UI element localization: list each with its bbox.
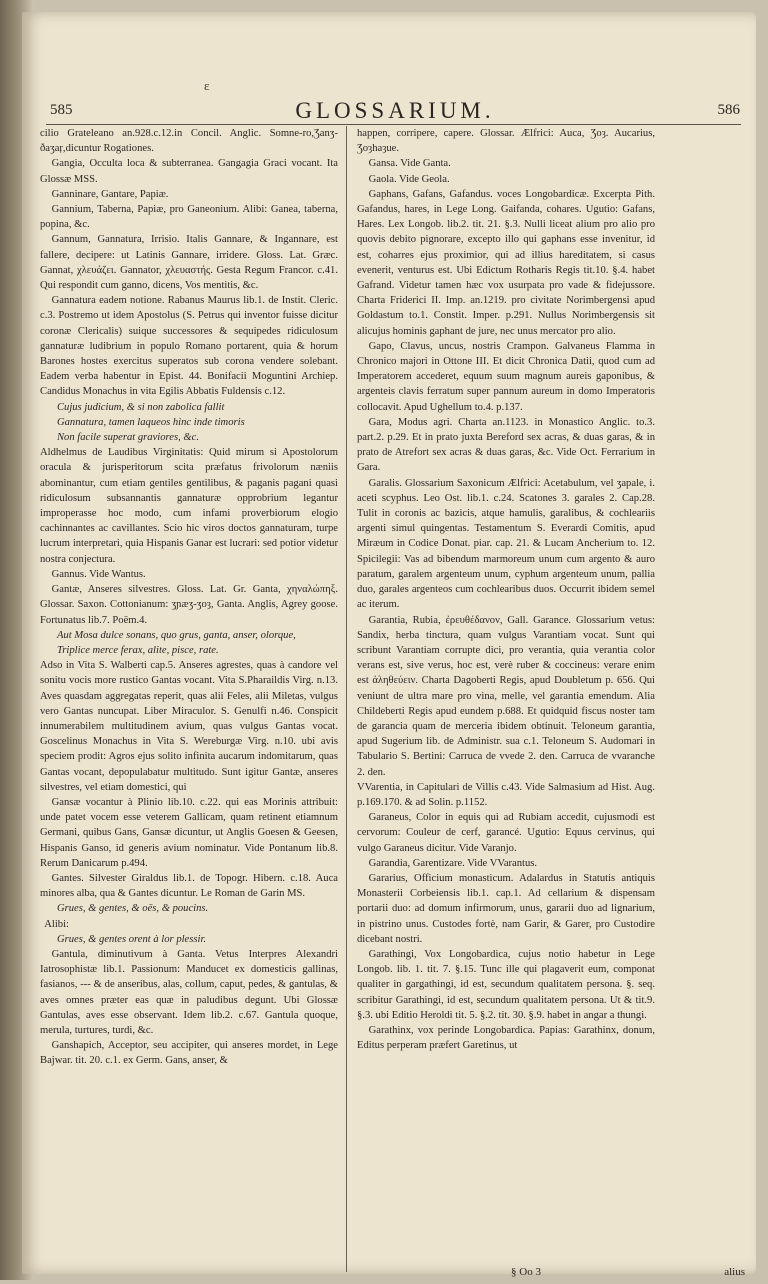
book-page — [22, 12, 756, 1278]
entry-paragraph: Gantula, diminutivum à Ganta. Vetus Interpres Alexandri Iatrosophistæ lib.1. Passionum: Manducet ex domesticis gallinas, fasianos, --- & de anseribus, alas, collum, caput, pedes, & gantulas, & aves omnes præter eas quæ in paludibus degunt. Ubi Glossæ Gantulas, aves esse observant. Idem lib.2. c.67. Gantula quoque, merula, turtures, turdi, &c. — [40, 948, 338, 1036]
entry-paragraph: Garathinx, vox perinde Longobardica. Papias: Garathinx, donum, Editus perperam præfert Garetinus, ut — [357, 1024, 655, 1052]
verse-line: Grues, & gentes, & oës, & poucins. — [56, 903, 209, 915]
entry-paragraph: Gantæ, Anseres silvestres. Gloss. Lat. Gr. Ganta, χηναλώπηξ. Glossar. Saxon. Cottonianum: ʒɲæʒ-ʒoȝ, Ganta. Anglis, Agrey goose. Fortunatus lib.7. Poëm.4. — [40, 584, 338, 626]
top-mark: ε — [204, 78, 210, 93]
signature-mark: § Oo 3 — [511, 1266, 541, 1278]
left-page-number: 585 — [50, 102, 73, 118]
right-page-number: 586 — [717, 102, 740, 118]
column-rule — [346, 126, 347, 1272]
entry-paragraph: Gannum, Gannatura, Irrisio. Italis Gannare, & Ingannare, est fallere, decipere: ut Latinis Gannare, irridere. Gloss. Lat. Græc. Gannat, χλευάζει. Gannator, χλευαστής. Gesta Regum Francor. c.41. Qui respondit cum ganno, dicens, Vos mentitis, &c. — [40, 234, 338, 292]
header-rule — [46, 124, 741, 125]
entry-paragraph: Alibi: — [44, 918, 69, 930]
entry-paragraph: Gara, Modus agri. Charta an.1123. in Monastico Anglic. to.3. part.2. p.29. Et in prato juxta Bereford sex acras, & duas garas, & in prato de Atrefort sex acras & duas garas, &c. Vide Oct. Ferrarium in Gara. — [357, 416, 655, 474]
entry-paragraph: Ganshapich, Acceptor, seu accipiter, qui anseres mordet, in Lege Bajwar. tit. 20. c.1. ex Germ. Gans, anser, & — [40, 1040, 338, 1067]
verse-line: Non facile superat graviores, &c. — [56, 432, 199, 444]
entry-paragraph: Aldhelmus de Laudibus Virginitatis: Quid mirum si Apostolorum oracula & jurisperitorum scita præfatus frivolorum næniis abominantur, cum etiam gentiles gentilibus, & paganis pagani quasi ridiculosum subsannantis gannaturæ opprobrium legantur improperasse hoc modo, cum infami proverbiorum elogio cachinnantes ac cavillantes. Scio hic viros doctos gannaturam, turpe lucrum interpretari, quia Hispanis Ganar est lucrari: sed potior videtur nostra conjectura. — [40, 447, 338, 565]
entry-paragraph: Gansæ vocantur à Plinio lib.10. c.22. qui eas Morinis attribuit: unde patet vocem esse veterem Gallicam, quam retinent etiamnum Germani, quibus Gans, Gansæ dicuntur, ut Anglis Goesen & Geesen, Hispanis Ganso, id generis avium nominatur. Vide Pontanum lib.8. Rerum Danicarum p.494. — [40, 796, 338, 869]
entry-paragraph: Gapo, Clavus, uncus, nostris Crampon. Galvaneus Flamma in Chronico majori in Ottone III. Et dicit Chronica Datii, quod cum ad Imperatorem accederet, equum suum magnum aureis gaponibus, & argenteis clavis ferratum super pannum aureum in domo Imperatoris collocavit. Apud Ughellum to.4. p.137. — [357, 340, 655, 413]
entry-paragraph: Garalis. Glossarium Saxonicum Ælfrici: Acetabulum, vel ʒapale, i. aceti scyphus. Leo Ost. lib.1. c.24. Scatones 3. garales 2. Cap.28. Tulit in coronis ac bazicis, atque hamulis, garalibus, & cochleariis argenti simul quingentas. Testamentum S. Everardi Comitis, apud Miræum in Codice Donat. piar. cap. 21. & Lucam Ancherium to. 12. Spicilegii: Vas ad bibendum marmoreum unum cum argento & auro paratum, garalem argenteum unum, cyphum argenteum unum, pallia duo, garales argenteos cum cochlearibus duos. Occurrit ibidem semel ac iterum. — [357, 477, 655, 611]
entry-paragraph: Gararius, Officium monasticum. Adalardus in Statutis antiquis Monasterii Corbeiensis lib.1. cap.1. Ad cellarium & dispensam portarii duo: ad domum infirmorum, unus, gararii duo ad lignarium, in pistrino unus. Custodes fortè, nam Garir, & Garer, pro Custodire dicebant nostri. — [357, 872, 655, 945]
entry-paragraph: VVarentia, in Capitulari de Villis c.43. Vide Salmasium ad Hist. Aug. p.169.170. & ad Solin. p.1152. — [357, 781, 655, 808]
entry-paragraph: Ganninare, Gantare, Papiæ. — [51, 188, 169, 200]
page-title: GLOSSARIUM. — [295, 98, 495, 123]
entry-paragraph: Garathingi, Vox Longobardica, cujus notio habetur in Lege Longob. lib. 1. tit. 7. §.15. Tunc ille qui plagaverit eum, componat qualiter in gargathingi, id est, secundum qualitatem persona. §. seq. scribitur Garathingi, id est, secundum qualitatem persona. Ut & tit.9. §.3. ubi Editio Heroldi tit. 5. §.2. tit. 30. §.9. habet in angar a thungi. — [357, 948, 655, 1021]
entry-paragraph: Gangia, Occulta loca & subterranea. Gangagia Graci vocant. Ita Glossæ MSS. — [40, 158, 338, 185]
entry-paragraph: Gansa. Vide Ganta. — [368, 158, 451, 170]
entry-paragraph: Gantes. Silvester Giraldus lib.1. de Topogr. Hibern. c.18. Auca minores alba, qua & Gantes dicuntur. Le Roman de Garin MS. — [40, 872, 338, 900]
entry-paragraph: Gaphans, Gafans, Gafandus. voces Longobardicæ. Excerpta Pith. Gafandus, hares, in Lege Long. Gaifanda, cohares. Ugutio: Gafans, Hares. Lex Longob. lib.2. tit. 21. §.3. Nulli liceat alium pro alio pro quovis debito pignorare, excepto illo qui gaphans esse invenitur, id est, coharres ejus proximior, qui ad illius hareditatem, si casus evenerit, venturus est. Ubi Edictum Rotharis Regis tit.10. §.4. habet Gafrand. Videtur tamen hæc vox usurpata pro vade & fidejussore. Charta Friderici II. Imp. an.1219. pro civitate Norimbergensi apud Goldastum to.1. Constit. Imper. p.291. Nullus Norimbergensis sit alicujus hominis gaphant de jure, nec unus mercator pro alio. — [357, 188, 655, 337]
verse-line: Grues, & gentes orent à lor plessir. — [56, 933, 207, 945]
entry-paragraph: Garandia, Garentizare. Vide VVarantus. — [368, 857, 538, 869]
verse-line: Cujus judicium, & si non zabolica fallit — [56, 401, 225, 413]
entry-paragraph: cilio Grateleano an.928.c.12.in Concil. Anglic. Somne-ro,Ʒanʒ-ðaʒaŗ,dicuntur Rogationes. — [40, 128, 338, 155]
right-column — [357, 126, 655, 1272]
entry-paragraph: Garantia, Rubia, ἐρευθέδανον, Gall. Garance. Glossarium vetus: Sandix, herba tinctura, quam vulgus Varantiam vocat. Sunt qui scribunt Varantiam corrupte dici, pro verantia, quia verantia color verans est, sive verus, hoc est, verè ruber & coccineus: verare enim est ἀληθεύειν. Charta Dagoberti Regis, apud Doubletum p. 656. Qui veniunt de ultra mare pro vina, melle, vel garantia emendum. Alia Childeberti Regis apud eundem p.688. Et quidquid fiscus noster tam de garancia quam de merceria ibidem obtinuit. Teloneum garantia, apud Sugerium lib. de Administr. sua c.1. Teloneum S. Audomari in Tabulario S. Bertini: Carruca de vvede 2. den. Carruca de vvaranche 2. den. — [357, 614, 655, 778]
entry-paragraph: Gannatura eadem notione. Rabanus Maurus lib.1. de Instit. Cleric. c.3. Postremo ut idem Apostolus (S. Petrus qui inventor fuisse dicitur coronæ Clericalis) suique successores & sequipedes ridiculosum gannaturæ ludibrium in populo Romano portarent, quia & horum Barones hostes exercitus superatos sub corona vendere solebant. Eadem verba habentur in Epist. 44. Bonifacii Moguntini Archiep. Candidus Monachus in vita Egilis Abbatis Fuldensis c.12. — [40, 295, 338, 398]
page-footer — [357, 1266, 745, 1284]
verse-line: Aut Mosa dulce sonans, quo grus, ganta, anser, olorque, — [56, 629, 296, 641]
entry-paragraph: Gannium, Taberna, Papiæ, pro Ganeonium. Alibi: Ganea, taberna, popina, &c. — [40, 204, 338, 231]
catchword: alius — [724, 1266, 745, 1278]
verse-line: Gannatura, tamen laqueos hinc inde timoris — [56, 416, 245, 428]
entry-paragraph: Gaola. Vide Geola. — [368, 173, 450, 185]
verse-line: Triplice merce ferax, alite, pisce, rate. — [56, 644, 219, 656]
entry-paragraph: Garaneus, Color in equis qui ad Rubiam accedit, cujusmodi est cervorum: Couleur de cerf, garancé. Ugutio: Equus cervinus, qui vulgo Garaneus dicitur. Vide Varanjo. — [357, 812, 655, 854]
entry-paragraph: Adso in Vita S. Walberti cap.5. Anseres agrestes, quas à candore vel sonitu vocis more rustico Gantas vocant. Vita S.Pharaildis Virg. n.13. Aves quasdam aggregatas reperit, quas alii Feles, alii Miletas, vulgus vero Gantas nuncupat. Liber Miraculor. S. Genulfi n.46. Conspicit innumerabilem multitudinem avium, quas vulgus Gantas vocat. Goscelinus Monachus in Vita S. Wereburgæ Virg. n.10. ubi avis speciem prodit: Agros ejus solito infinita aucarum indomitarum, quas Gantas vocant, depopulabatur multitudo. Sunt igitur Gantæ, anseres silvestres, vel etiam domestici, qui — [40, 660, 338, 793]
entry-paragraph: happen, corripere, capere. Glossar. Ælfrici: Auca, Ʒoȝ. Aucarius, Ʒoȝhaȝue. — [357, 128, 655, 155]
entry-paragraph: Gannus. Vide Wantus. — [51, 568, 146, 580]
left-column — [40, 126, 338, 1272]
